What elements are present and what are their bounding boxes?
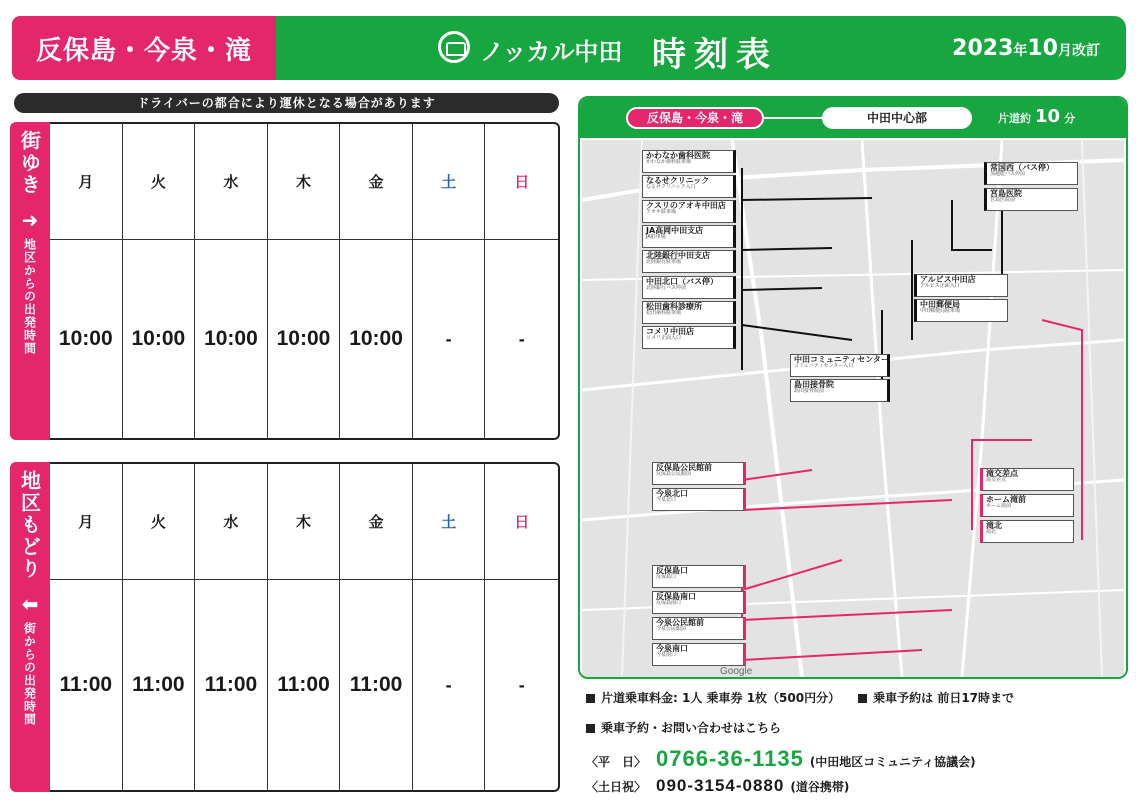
fare-info xyxy=(586,689,1014,706)
stop-imaizumi-minami: 今泉南口 今泉南口 xyxy=(652,643,746,666)
page-title: 時刻表 xyxy=(652,35,778,75)
day-header: 木 xyxy=(295,173,311,191)
weekday-label: 〈平 日〉 xyxy=(586,755,647,769)
travel-time-unit: 分 xyxy=(1064,112,1076,125)
stop-imaizumi-kita: 今泉北口 今泉北口 xyxy=(652,488,746,511)
travel-time-prefix: 片道約 xyxy=(998,112,1031,125)
holiday-note: (道谷携帯) xyxy=(790,780,850,794)
stop-ja-takaoka: JA高岡中田支店 JA駐車場 xyxy=(642,225,736,248)
day-header-saturday: 土 xyxy=(441,513,457,531)
stop-kawanaka-dental: かわなか歯科医院 かわなか歯科駐車場 xyxy=(642,150,736,173)
stop-jokoku-nishi: 常国西（バス停） 加越能バス停前 xyxy=(984,162,1078,185)
departure-time: 11:00 xyxy=(132,673,185,696)
weekday-phone-link[interactable]: 0766-36-1135 xyxy=(656,746,804,771)
return-title: 地区もどり xyxy=(17,470,42,580)
map-attribution: Google xyxy=(720,666,753,677)
stop-honoshima-minami: 反保島南口 反保島南口 xyxy=(652,591,746,614)
outbound-timetable xyxy=(10,122,560,440)
fare-text: : 1人 乗車券 1枚（500円分） xyxy=(673,691,841,705)
day-header: 水 xyxy=(223,173,239,191)
departure-time: 11:00 xyxy=(349,673,403,696)
weekday-contact xyxy=(586,746,976,772)
route-origin: 反保島・今泉・滝 xyxy=(626,107,764,129)
stop-aoki-drugstore: クスリのアオキ中田店 アオキ駐車場 xyxy=(642,200,736,223)
departure-time: 11:00 xyxy=(59,673,113,696)
reserve-deadline: 前日17時まで xyxy=(937,691,1015,705)
stop-community-center: 中田コミュニティセンター コミュニティセンター入口 xyxy=(790,354,890,377)
day-header: 金 xyxy=(368,173,384,191)
day-header: 火 xyxy=(150,173,166,191)
stop-honoshima-hall: 反保島公民館前 反保島公民館前 xyxy=(652,462,746,485)
return-subtitle: 街からの出発時間 xyxy=(22,622,37,726)
suspension-notice: ドライバーの都合により運休となる場合があります xyxy=(14,93,559,113)
contact-heading xyxy=(586,719,781,736)
bullet-square-icon xyxy=(858,694,867,703)
return-timetable xyxy=(10,462,560,792)
day-header-saturday: 土 xyxy=(441,173,457,191)
revision-date xyxy=(952,36,1100,61)
stop-post-office: 中田郵便局 中田郵便局駐車場 xyxy=(914,299,1008,322)
stop-naruse-clinic: なるせクリニック なるせクリニック入口 xyxy=(642,175,736,198)
revision-month: 10 xyxy=(1027,36,1058,61)
stop-imaizumi-hall: 今泉公民館前 今泉公民館前 xyxy=(652,617,746,640)
travel-time xyxy=(998,106,1075,127)
departure-time: 11:00 xyxy=(277,673,330,696)
outbound-title: 街ゆき xyxy=(17,130,42,196)
stop-taki-intersection: 滝交差点 滝交差点 xyxy=(980,468,1074,491)
car-logo-icon xyxy=(438,31,470,63)
return-side-label xyxy=(10,462,50,792)
day-header: 月 xyxy=(78,173,94,191)
departure-time: - xyxy=(518,328,525,349)
bullet-square-icon xyxy=(586,694,595,703)
outbound-side-label xyxy=(10,122,50,440)
travel-time-value: 10 xyxy=(1035,106,1061,127)
contact-label: 乗車予約・お問い合わせはこちら xyxy=(601,721,782,735)
route-connector xyxy=(764,117,822,119)
stop-komeri: コメリ中田店 コメリ正面入口 xyxy=(642,326,736,349)
departure-time: - xyxy=(445,674,452,695)
stop-shimada-clinic: 島田接骨院 島田接骨院前 xyxy=(790,379,890,402)
area-title: 反保島・今泉・滝 xyxy=(12,16,276,80)
departure-time: 11:00 xyxy=(204,673,258,696)
stop-nakada-kitaguchi: 中田北口（バス停） 北陸銀行バス停前 xyxy=(642,276,736,299)
day-header: 木 xyxy=(295,513,311,531)
route-destination: 中田中心部 xyxy=(822,107,972,129)
stop-miyajima-clinic: 宮島医院 宮島医院前 xyxy=(984,188,1078,211)
departure-time: 10:00 xyxy=(276,327,331,350)
route-map xyxy=(578,96,1128,679)
bullet-square-icon xyxy=(586,724,595,733)
return-grid xyxy=(50,462,560,792)
day-header: 金 xyxy=(368,513,384,531)
arrow-left-icon: ⬅ xyxy=(21,592,39,616)
stop-honoshima-guchi: 反保島口 反保島口 xyxy=(652,565,746,588)
map-header xyxy=(580,98,1126,138)
stop-albis: アルビス中田店 アルビス正面入口 xyxy=(914,274,1008,297)
stop-hokuriku-bank: 北陸銀行中田支店 北陸銀行駐車場 xyxy=(642,250,736,273)
header-banner xyxy=(276,16,1126,80)
holiday-label: 〈土日祝〉 xyxy=(586,780,647,794)
day-header: 水 xyxy=(223,513,239,531)
map-area xyxy=(582,140,1124,677)
departure-time: 10:00 xyxy=(58,327,113,350)
revision-month-unit: 月改訂 xyxy=(1058,43,1100,59)
fare-label: 片道乗車料金 xyxy=(601,691,674,705)
weekday-note: (中田地区コミュニティ協議会) xyxy=(809,755,976,769)
holiday-phone-link[interactable]: 090-3154-0880 xyxy=(656,776,785,795)
departure-time: 10:00 xyxy=(131,327,186,350)
departure-time: 10:00 xyxy=(204,327,258,350)
day-header-sunday: 日 xyxy=(514,173,530,191)
revision-year: 2023 xyxy=(952,36,1014,61)
revision-year-unit: 年 xyxy=(1013,43,1028,59)
outbound-subtitle: 地区からの出発時間 xyxy=(22,238,37,355)
day-header: 月 xyxy=(78,513,94,531)
holiday-contact xyxy=(586,776,849,796)
departure-time: - xyxy=(518,674,525,695)
stop-taki-kita: 滝北 滝北 xyxy=(980,520,1074,543)
reserve-label: 乗車予約は xyxy=(873,691,934,705)
departure-time: - xyxy=(445,328,452,349)
stop-matsuda-dental: 松田歯科診療所 松田歯科駐車場 xyxy=(642,301,736,324)
outbound-grid xyxy=(50,122,560,440)
brand-name: ノッカル中田 xyxy=(480,38,623,66)
stop-home-taki: ホーム滝前 ホーム滝前 xyxy=(980,494,1074,517)
day-header-sunday: 日 xyxy=(514,513,530,531)
day-header: 火 xyxy=(150,513,166,531)
departure-time: 10:00 xyxy=(349,327,403,350)
arrow-right-icon: ➜ xyxy=(21,208,39,232)
